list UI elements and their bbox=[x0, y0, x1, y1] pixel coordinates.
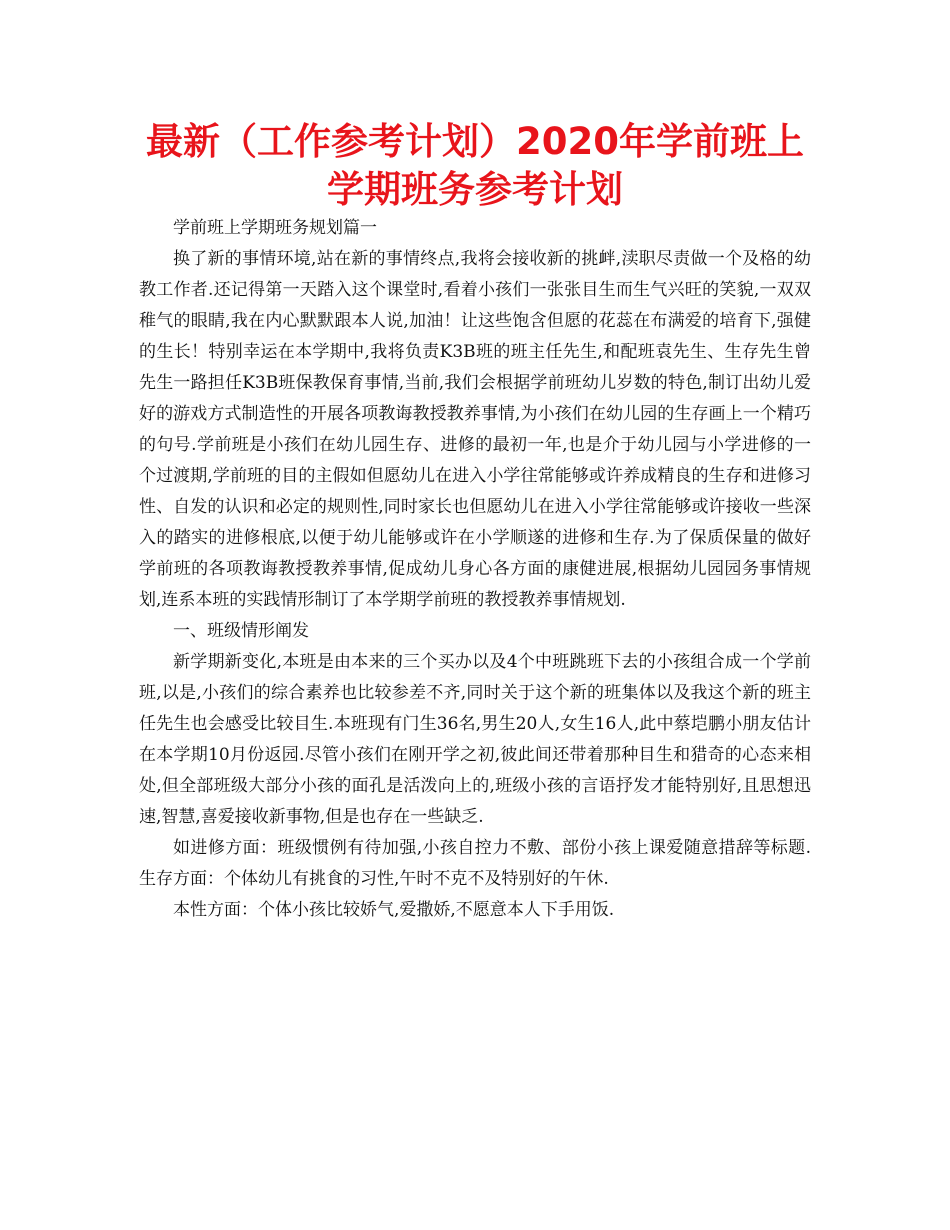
body-paragraph: 新学期新变化,本班是由本来的三个买办以及4个中班跳班下去的小孩组合成一个学前班,以是,小孩们的综合素养也比较参差不齐,同时关于这个新的班集体以及我这个新的班主任先生也会感受比较目生.本班现有门生36名,男生20人,女生16人,此中蔡垲鹏小朋友估计在本学期10月份返园.尽管小孩们在刚开学之初,彼此间还带着那种目生和猎奇的心态来相处,但全部班级大部分小孩的面孔是活泼向上的,班级小孩的言语抒发才能特别好,且思想迅速,智慧,喜爱接收新事物,但是也存在一些缺乏. bbox=[139, 652, 811, 827]
document-body bbox=[139, 213, 811, 926]
body-paragraph: 如进修方面：班级惯例有待加强,小孩自控力不敷、部份小孩上课爱随意措辞等标题.生存方面：个体幼儿有挑食的习性,午时不克不及特别好的午休. bbox=[139, 838, 811, 889]
section-heading: 学前班上学期班务规划篇一 bbox=[173, 218, 377, 238]
document-title: 最新（工作参考计划）2020年学前班上学期班务参考计划 bbox=[146, 120, 804, 211]
body-paragraph: 换了新的事情环境,站在新的事情终点,我将会接收新的挑衅,渎职尽责做一个及格的幼教工作者.还记得第一天踏入这个课堂时,看着小孩们一张张目生而生气兴旺的笑貌,一双双稚气的眼睛,我在内心默默跟本人说,加油！让这些饱含但愿的花蕊在布满爱的培育下,强健的生长！特别幸运在本学期中,我将负责K3B班的班主任先生,和配班袁先生、生存先生曾先生一路担任K3B班保教保育事情,当前,我们会根据学前班幼儿岁数的特色,制订出幼儿爱好的游戏方式制造性的开展各项教诲教授教养事情,为小孩们在幼儿园的生存画上一个精巧的句号.学前班是小孩们在幼儿园生存、进修的最初一年,也是介于幼儿园与小学进修的一个过渡期,学前班的目的主假如但愿幼儿在进入小学往常能够或许养成精良的生存和进修习性、自发的认识和必定的规则性,同时家长也但愿幼儿在进入小学往常能够或许接收一些深入的踏实的进修根底,以便于幼儿能够或许在小学顺遂的进修和生存.为了保质保量的做好学前班的各项教诲教授教养事情,促成幼儿身心各方面的康健进展,根据幼儿园园务事情规划,连系本班的实践情形制订了本学期学前班的教授教养事情规划. bbox=[139, 249, 811, 610]
section-heading: 一、班级情形阐发 bbox=[173, 621, 309, 641]
body-paragraph: 本性方面：个体小孩比较娇气,爱撒娇,不愿意本人下手用饭. bbox=[173, 900, 615, 920]
